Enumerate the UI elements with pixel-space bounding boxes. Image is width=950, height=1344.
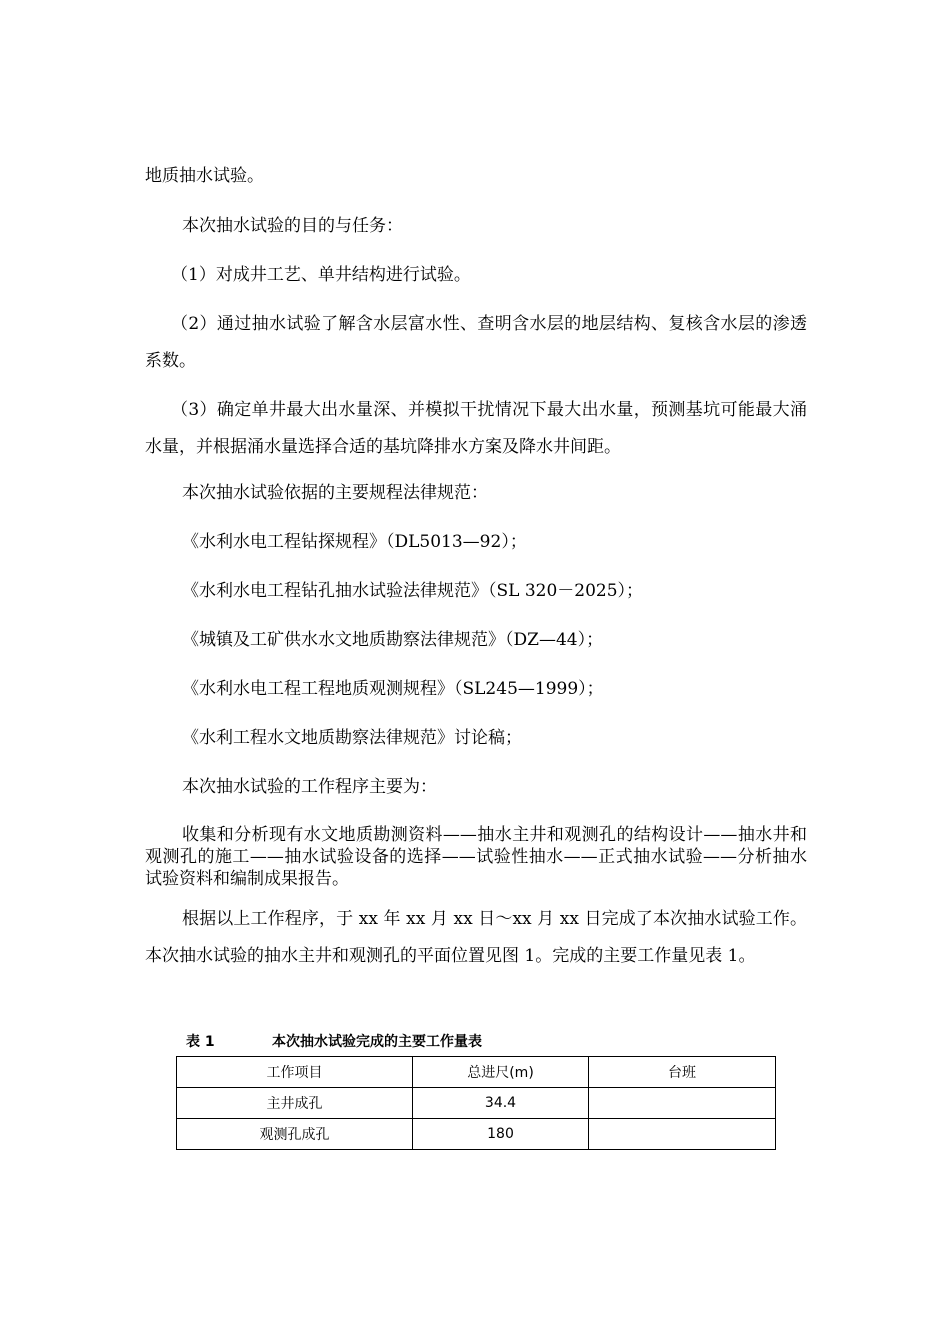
- table-header-row: [177, 1057, 776, 1088]
- paragraph: 本次抽水试验的工作程序主要为：: [182, 777, 437, 797]
- reference-item: 《水利水电工程钻探规程》（DL5013—92）；: [182, 532, 527, 552]
- paragraph: 地质抽水试验。: [145, 166, 264, 186]
- column-header: 台班: [589, 1057, 776, 1088]
- list-item: （2）通过抽水试验了解含水层富水性、查明含水层的地层结构、复核含水层的渗透系数。: [145, 314, 807, 371]
- reference-item: 《水利水电工程钻孔抽水试验法律规范》（SL 320－2025）；: [182, 581, 644, 601]
- workload-table: [176, 1056, 776, 1150]
- table-cell: [589, 1119, 776, 1150]
- table-cell: 34.4: [413, 1088, 589, 1119]
- paragraph: 本次抽水试验的目的与任务：: [182, 216, 403, 236]
- reference-item: 《城镇及工矿供水水文地质勘察法律规范》（DZ—44）；: [182, 630, 604, 650]
- table-cell: 观测孔成孔: [177, 1119, 413, 1150]
- table-row: [177, 1088, 776, 1119]
- table-title: 本次抽水试验完成的主要工作量表: [272, 1034, 482, 1050]
- list-item: （1）对成井工艺、单井结构进行试验。: [171, 265, 471, 285]
- paragraph: 收集和分析现有水文地质勘测资料——抽水主井和观测孔的结构设计——抽水井和观测孔的施工——抽水试验设备的选择——试验性抽水——正式抽水试验——分析抽水试验资料和编制成果报告。: [145, 825, 807, 889]
- reference-item: 《水利工程水文地质勘察法律规范》讨论稿；: [182, 728, 522, 748]
- table-cell: 主井成孔: [177, 1088, 413, 1119]
- paragraph: 根据以上工作程序，于 xx 年 xx 月 xx 日～xx 月 xx 日完成了本次抽水试验工作。本次抽水试验的抽水主井和观测孔的平面位置见图 1。完成的主要工作量见表 1。: [145, 909, 807, 966]
- paragraph: 本次抽水试验依据的主要规程法律规范：: [182, 483, 488, 503]
- table-caption: [186, 1033, 482, 1051]
- column-header: 工作项目: [177, 1057, 413, 1088]
- table-row: [177, 1119, 776, 1150]
- list-item: （3）确定单井最大出水量深、并模拟干扰情况下最大出水量，预测基坑可能最大涌水量，并根据涌水量选择合适的基坑降排水方案及降水井间距。: [145, 400, 807, 457]
- table-cell: 180: [413, 1119, 589, 1150]
- table-number: 表 1: [186, 1034, 215, 1050]
- table-cell: [589, 1088, 776, 1119]
- column-header: 总进尺(m): [413, 1057, 589, 1088]
- reference-item: 《水利水电工程工程地质观测规程》（SL245—1999）；: [182, 679, 604, 699]
